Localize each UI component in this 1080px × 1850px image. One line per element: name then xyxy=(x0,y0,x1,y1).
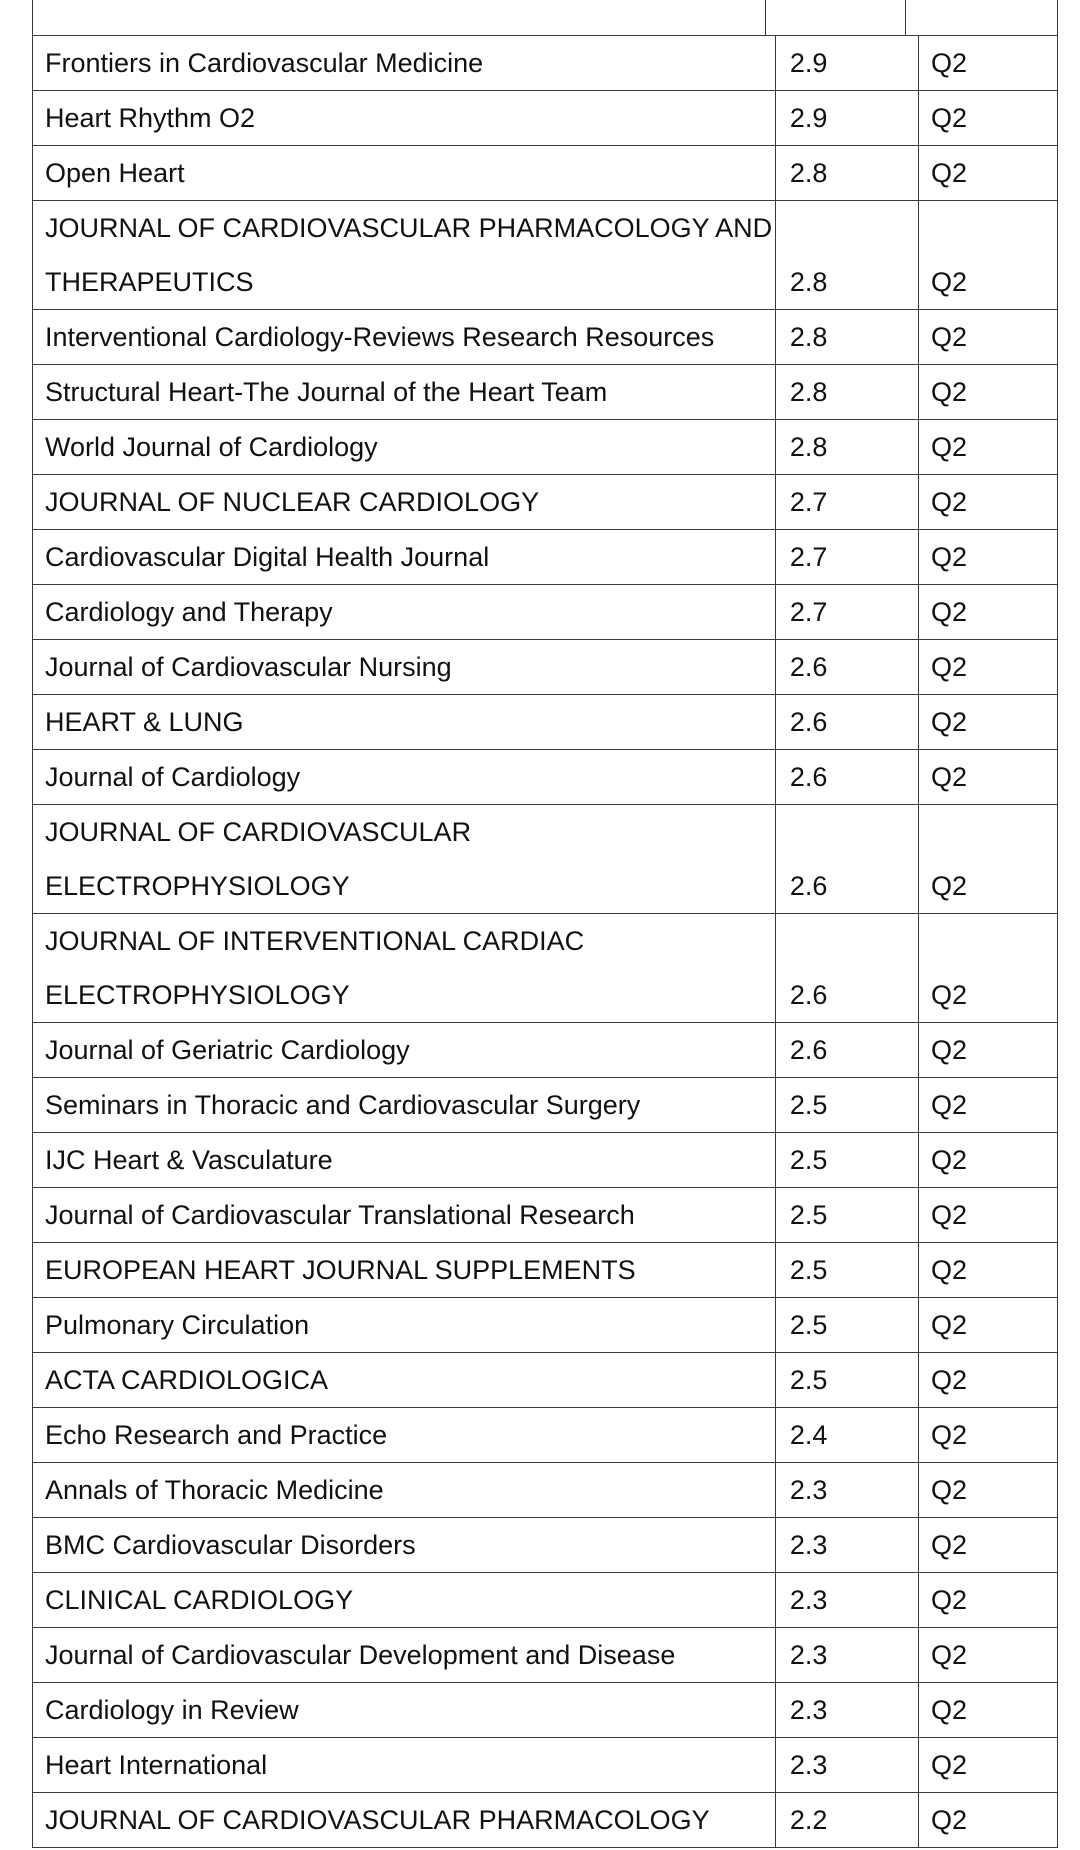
impact-factor-cell: 2.6 xyxy=(775,750,918,805)
journal-name-cell xyxy=(33,695,776,750)
journal-name-cell xyxy=(33,1188,776,1243)
quartile-cell: Q2 xyxy=(918,1133,1057,1188)
table-row xyxy=(33,1133,1058,1188)
table-row xyxy=(33,530,1058,585)
quartile-cell: Q2 xyxy=(918,365,1057,420)
journal-name: Heart International xyxy=(45,1750,268,1780)
impact-factor-cell: 2.5 xyxy=(775,1298,918,1353)
impact-factor-cell: 2.2 xyxy=(775,1793,918,1848)
journal-name: Journal of Cardiovascular Nursing xyxy=(45,652,452,682)
impact-factor-cell: 2.3 xyxy=(775,1738,918,1793)
table-row xyxy=(33,585,1058,640)
table-row xyxy=(33,1298,1058,1353)
journal-name-cell xyxy=(33,1628,776,1683)
quartile-cell: Q2 xyxy=(918,1573,1057,1628)
journal-name-cell xyxy=(33,1078,776,1133)
table-row xyxy=(33,146,1058,201)
journal-name: JOURNAL OF INTERVENTIONAL CARDIAC ELECTROPHYSIOLOGY xyxy=(45,926,585,1010)
journal-name-cell xyxy=(33,420,776,475)
journal-name: JOURNAL OF CARDIOVASCULAR PHARMACOLOGY xyxy=(45,1805,710,1835)
quartile-cell: Q2 xyxy=(918,1353,1057,1408)
table-border-stub xyxy=(905,0,906,36)
journal-name-cell xyxy=(33,1243,776,1298)
impact-factor-cell: 2.6 xyxy=(775,914,918,1023)
impact-factor-cell: 2.7 xyxy=(775,530,918,585)
table-row xyxy=(33,1738,1058,1793)
impact-factor-cell: 2.3 xyxy=(775,1683,918,1738)
table-row xyxy=(33,201,1058,310)
journal-table-body xyxy=(33,36,1058,1848)
table-row xyxy=(33,1463,1058,1518)
journal-name: IJC Heart & Vasculature xyxy=(45,1145,333,1175)
impact-factor-cell: 2.3 xyxy=(775,1463,918,1518)
table-row xyxy=(33,750,1058,805)
quartile-cell: Q2 xyxy=(918,146,1057,201)
journal-name: Journal of Cardiovascular Translational Research xyxy=(45,1200,635,1230)
impact-factor-cell: 2.4 xyxy=(775,1408,918,1463)
quartile-cell: Q2 xyxy=(918,1298,1057,1353)
journal-name: Echo Research and Practice xyxy=(45,1420,388,1450)
table-row xyxy=(33,805,1058,914)
impact-factor-cell: 2.8 xyxy=(775,201,918,310)
journal-name-cell xyxy=(33,640,776,695)
journal-name-cell xyxy=(33,365,776,420)
table-row xyxy=(33,1683,1058,1738)
impact-factor-cell: 2.7 xyxy=(775,585,918,640)
journal-name-cell xyxy=(33,146,776,201)
quartile-cell: Q2 xyxy=(918,420,1057,475)
table-row xyxy=(33,1078,1058,1133)
impact-factor-cell: 2.7 xyxy=(775,475,918,530)
journal-name-cell xyxy=(33,475,776,530)
journal-name-cell xyxy=(33,1023,776,1078)
quartile-cell: Q2 xyxy=(918,750,1057,805)
table-row xyxy=(33,1023,1058,1078)
journal-name: HEART & LUNG xyxy=(45,707,244,737)
table-row xyxy=(33,1518,1058,1573)
impact-factor-cell: 2.6 xyxy=(775,805,918,914)
table-border-stub xyxy=(765,0,766,36)
quartile-cell: Q2 xyxy=(918,310,1057,365)
table-row xyxy=(33,1243,1058,1298)
impact-factor-cell: 2.3 xyxy=(775,1628,918,1683)
impact-factor-cell: 2.5 xyxy=(775,1133,918,1188)
table-row xyxy=(33,914,1058,1023)
journal-name-cell xyxy=(33,1463,776,1518)
quartile-cell: Q2 xyxy=(918,585,1057,640)
journal-name: EUROPEAN HEART JOURNAL SUPPLEMENTS xyxy=(45,1255,636,1285)
quartile-cell: Q2 xyxy=(918,201,1057,310)
table-row xyxy=(33,36,1058,91)
journal-name: JOURNAL OF CARDIOVASCULAR PHARMACOLOGY AND THERAPEUTICS xyxy=(45,213,773,297)
impact-factor-cell: 2.8 xyxy=(775,310,918,365)
table-row xyxy=(33,91,1058,146)
journal-name: Structural Heart-The Journal of the Heart Team xyxy=(45,377,608,407)
journal-name: Pulmonary Circulation xyxy=(45,1310,310,1340)
journal-name: Seminars in Thoracic and Cardiovascular Surgery xyxy=(45,1090,641,1120)
quartile-cell: Q2 xyxy=(918,1518,1057,1573)
journal-name: ACTA CARDIOLOGICA xyxy=(45,1365,329,1395)
impact-factor-cell: 2.3 xyxy=(775,1518,918,1573)
journal-name-cell xyxy=(33,1738,776,1793)
table-row xyxy=(33,420,1058,475)
quartile-cell: Q2 xyxy=(918,36,1057,91)
journal-name: JOURNAL OF NUCLEAR CARDIOLOGY xyxy=(45,487,540,517)
journal-name: Journal of Cardiovascular Development and Disease xyxy=(45,1640,676,1670)
quartile-cell: Q2 xyxy=(918,475,1057,530)
journal-table xyxy=(32,35,1058,1848)
impact-factor-cell: 2.8 xyxy=(775,365,918,420)
impact-factor-cell: 2.5 xyxy=(775,1188,918,1243)
quartile-cell: Q2 xyxy=(918,1023,1057,1078)
journal-name-cell xyxy=(33,310,776,365)
journal-name: Annals of Thoracic Medicine xyxy=(45,1475,384,1505)
impact-factor-cell: 2.6 xyxy=(775,695,918,750)
journal-name-cell xyxy=(33,914,776,1023)
table-border-stub xyxy=(32,0,33,36)
journal-name: Cardiovascular Digital Health Journal xyxy=(45,542,490,572)
journal-name: Cardiology in Review xyxy=(45,1695,299,1725)
quartile-cell: Q2 xyxy=(918,640,1057,695)
table-row xyxy=(33,1408,1058,1463)
quartile-cell: Q2 xyxy=(918,1463,1057,1518)
journal-name: Cardiology and Therapy xyxy=(45,597,333,627)
table-row xyxy=(33,1793,1058,1848)
impact-factor-cell: 2.5 xyxy=(775,1243,918,1298)
journal-name: World Journal of Cardiology xyxy=(45,432,378,462)
journal-name-cell xyxy=(33,1793,776,1848)
journal-name-cell xyxy=(33,585,776,640)
journal-name-cell xyxy=(33,201,776,310)
journal-name-cell xyxy=(33,1573,776,1628)
journal-name-cell xyxy=(33,805,776,914)
journal-name: BMC Cardiovascular Disorders xyxy=(45,1530,416,1560)
impact-factor-cell: 2.9 xyxy=(775,36,918,91)
table-border-stub xyxy=(1057,0,1058,36)
quartile-cell: Q2 xyxy=(918,1243,1057,1298)
quartile-cell: Q2 xyxy=(918,1628,1057,1683)
journal-name-cell xyxy=(33,1298,776,1353)
table-row xyxy=(33,475,1058,530)
impact-factor-cell: 2.8 xyxy=(775,420,918,475)
journal-name-cell xyxy=(33,36,776,91)
journal-name-cell xyxy=(33,1518,776,1573)
journal-name-cell xyxy=(33,1683,776,1738)
quartile-cell: Q2 xyxy=(918,1188,1057,1243)
quartile-cell: Q2 xyxy=(918,530,1057,585)
table-row xyxy=(33,1628,1058,1683)
table-row xyxy=(33,1573,1058,1628)
table-row xyxy=(33,695,1058,750)
impact-factor-cell: 2.9 xyxy=(775,91,918,146)
table-row xyxy=(33,640,1058,695)
quartile-cell: Q2 xyxy=(918,1408,1057,1463)
journal-name: Interventional Cardiology-Reviews Research Resources xyxy=(45,322,715,352)
journal-name-cell xyxy=(33,1408,776,1463)
journal-name: Journal of Cardiology xyxy=(45,762,301,792)
table-row xyxy=(33,1188,1058,1243)
quartile-cell: Q2 xyxy=(918,91,1057,146)
impact-factor-cell: 2.6 xyxy=(775,1023,918,1078)
quartile-cell: Q2 xyxy=(918,914,1057,1023)
journal-name: Open Heart xyxy=(45,158,185,188)
journal-name: Heart Rhythm O2 xyxy=(45,103,256,133)
quartile-cell: Q2 xyxy=(918,1683,1057,1738)
quartile-cell: Q2 xyxy=(918,695,1057,750)
quartile-cell: Q2 xyxy=(918,1793,1057,1848)
journal-name: CLINICAL CARDIOLOGY xyxy=(45,1585,354,1615)
journal-name: Journal of Geriatric Cardiology xyxy=(45,1035,410,1065)
table-row xyxy=(33,1353,1058,1408)
journal-name-cell xyxy=(33,1353,776,1408)
impact-factor-cell: 2.5 xyxy=(775,1078,918,1133)
journal-name: JOURNAL OF CARDIOVASCULAR ELECTROPHYSIOLOGY xyxy=(45,817,472,901)
impact-factor-cell: 2.6 xyxy=(775,640,918,695)
journal-name-cell xyxy=(33,750,776,805)
impact-factor-cell: 2.3 xyxy=(775,1573,918,1628)
quartile-cell: Q2 xyxy=(918,805,1057,914)
quartile-cell: Q2 xyxy=(918,1078,1057,1133)
impact-factor-cell: 2.5 xyxy=(775,1353,918,1408)
table-row xyxy=(33,310,1058,365)
impact-factor-cell: 2.8 xyxy=(775,146,918,201)
table-row xyxy=(33,365,1058,420)
journal-name-cell xyxy=(33,91,776,146)
quartile-cell: Q2 xyxy=(918,1738,1057,1793)
journal-name-cell xyxy=(33,530,776,585)
journal-name: Frontiers in Cardiovascular Medicine xyxy=(45,48,484,78)
journal-name-cell xyxy=(33,1133,776,1188)
